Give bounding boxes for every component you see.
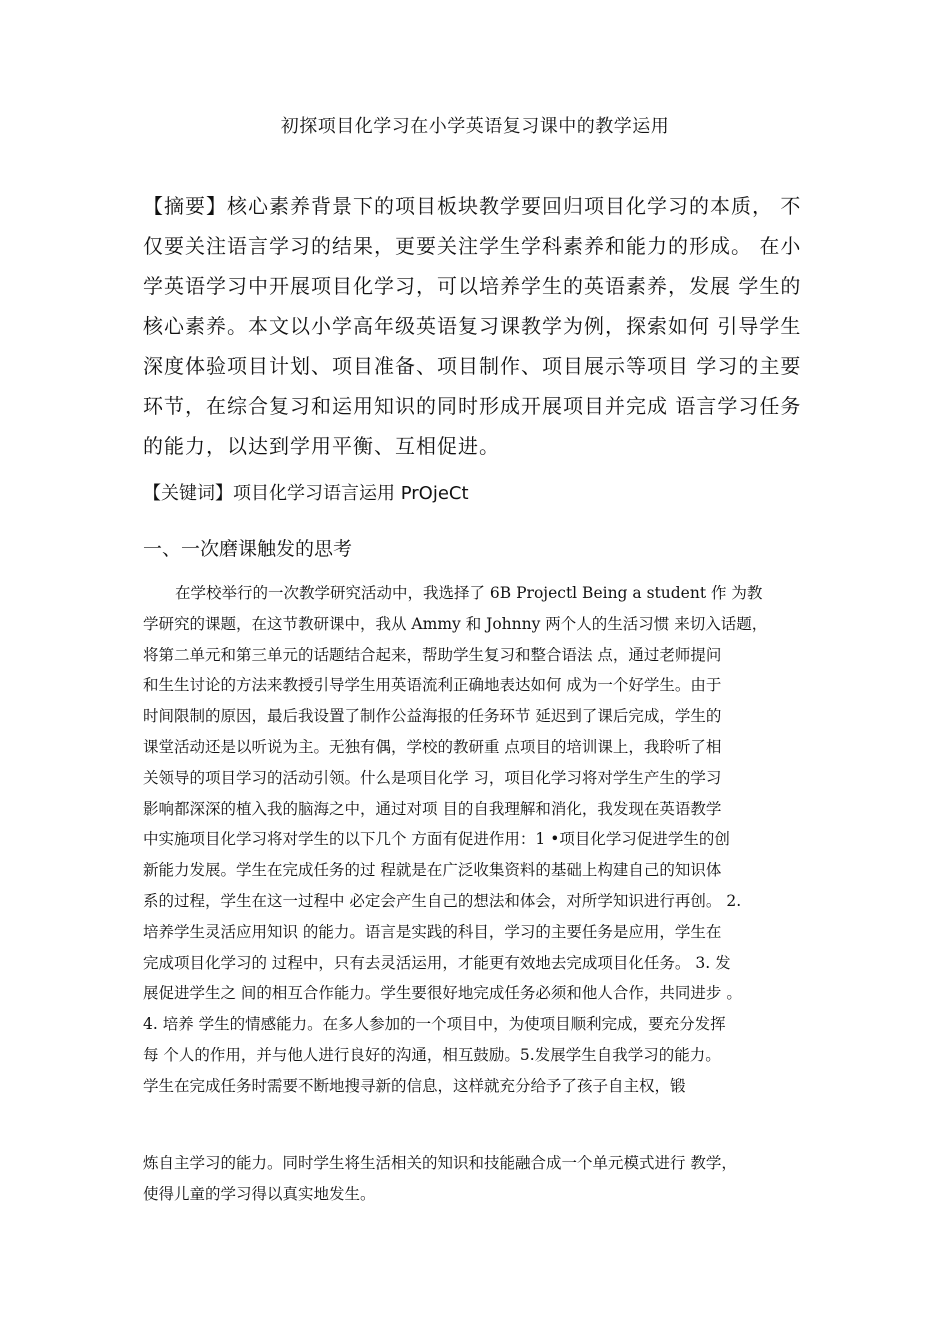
abstract-line: 仅要关注语言学习的结果，更要关注学生学科素养和能力的形成。 在小: [143, 234, 802, 258]
abstract-line: 核心素养。本文以小学高年级英语复习课教学为例，探索如何 引导学生: [143, 314, 802, 338]
body-line: 完成项目化学习的 过程中，只有去灵活运用，才能更有效地去完成项目化任务。 3. 发: [143, 953, 731, 972]
abstract-line: 深度体验项目计划、项目准备、项目制作、项目展示等项目 学习的主要: [143, 354, 802, 378]
body-line: 展促进学生之 间的相互合作能力。学生要很好地完成任务必须和他人合作，共同进步 。: [143, 984, 742, 1003]
body-line: 时间限制的原因，最后我设置了制作公益海报的任务环节 延迟到了课后完成，学生的: [143, 707, 722, 726]
body-line: 影响都深深的植入我的脑海之中，通过对项 目的自我理解和消化，我发现在英语教学: [143, 799, 722, 818]
abstract-line: 的能力，以达到学用平衡、互相促进。: [143, 434, 500, 458]
body-paragraph: [143, 578, 828, 1102]
body-line: 新能力发展。学生在完成任务的过 程就是在广泛收集资料的基础上构建自己的知识体: [143, 861, 722, 880]
body-line: 在学校举行的一次教学研究活动中，我选择了 6B Projectl Being a student 作 为教: [175, 584, 763, 602]
abstract-paragraph: [143, 186, 823, 466]
body-line: 4. 培养 学生的情感能力。在多人参加的一个项目中，为使项目顺利完成，要充分发挥: [143, 1015, 726, 1034]
body-line: 课堂活动还是以听说为主。无独有偶，学校的教研重 点项目的培训课上，我聆听了相: [143, 737, 722, 756]
keywords-line: 【关键词】项目化学习语言运用 PrOjeCt: [143, 483, 469, 504]
abstract-line: 环节，在综合复习和运用知识的同时形成开展项目并完成 语言学习任务: [143, 394, 802, 418]
abstract-line: 【摘要】核心素养背景下的项目板块教学要回归项目化学习的本质， 不: [143, 194, 802, 218]
body-line: 学研究的课题，在这节教研课中，我从 Ammy 和 Johnny 两个人的生活习惯 来切入话题，: [143, 614, 768, 633]
document-title: 初探项目化学习在小学英语复习课中的教学运用: [280, 116, 670, 137]
body-line: 关领导的项目学习的活动引领。什么是项目化学 习，项目化学习将对学生产生的学习: [143, 768, 722, 787]
body-line: 和生生讨论的方法来教授引导学生用英语流利正确地表达如何 成为一个好学生。由于: [143, 676, 722, 695]
body-line: 每 个人的作用，并与他人进行良好的沟通，相互鼓励。5.发展学生自我学习的能力。: [143, 1045, 721, 1064]
body-line: 炼自主学习的能力。同时学生将生活相关的知识和技能融合成一个单元模式进行 教学，: [143, 1154, 737, 1172]
body-line: 中实施项目化学习将对学生的以下几个 方面有促进作用：1 •项目化学习促进学生的创: [143, 830, 730, 849]
body-line: 系的过程，学生在这一过程中 必定会产生自己的想法和体会，对所学知识进行再创。 2.: [143, 891, 742, 910]
body-line: 将第二单元和第三单元的话题结合起来，帮助学生复习和整合语法 点，通过老师提问: [143, 645, 722, 664]
section-heading: 一、一次磨课触发的思考: [143, 538, 353, 560]
abstract-line: 学英语学习中开展项目化学习，可以培养学生的英语素养，发展 学生的: [143, 274, 802, 298]
body-line: 学生在完成任务时需要不断地搜寻新的信息，这样就充分给予了孩子自主权，锻: [143, 1076, 686, 1095]
continuation-paragraph: [143, 1148, 828, 1210]
body-line: 培养学生灵活应用知识 的能力。语言是实践的科目，学习的主要任务是应用，学生在: [143, 922, 722, 941]
body-line: 使得儿童的学习得以真实地发生。: [143, 1184, 376, 1203]
